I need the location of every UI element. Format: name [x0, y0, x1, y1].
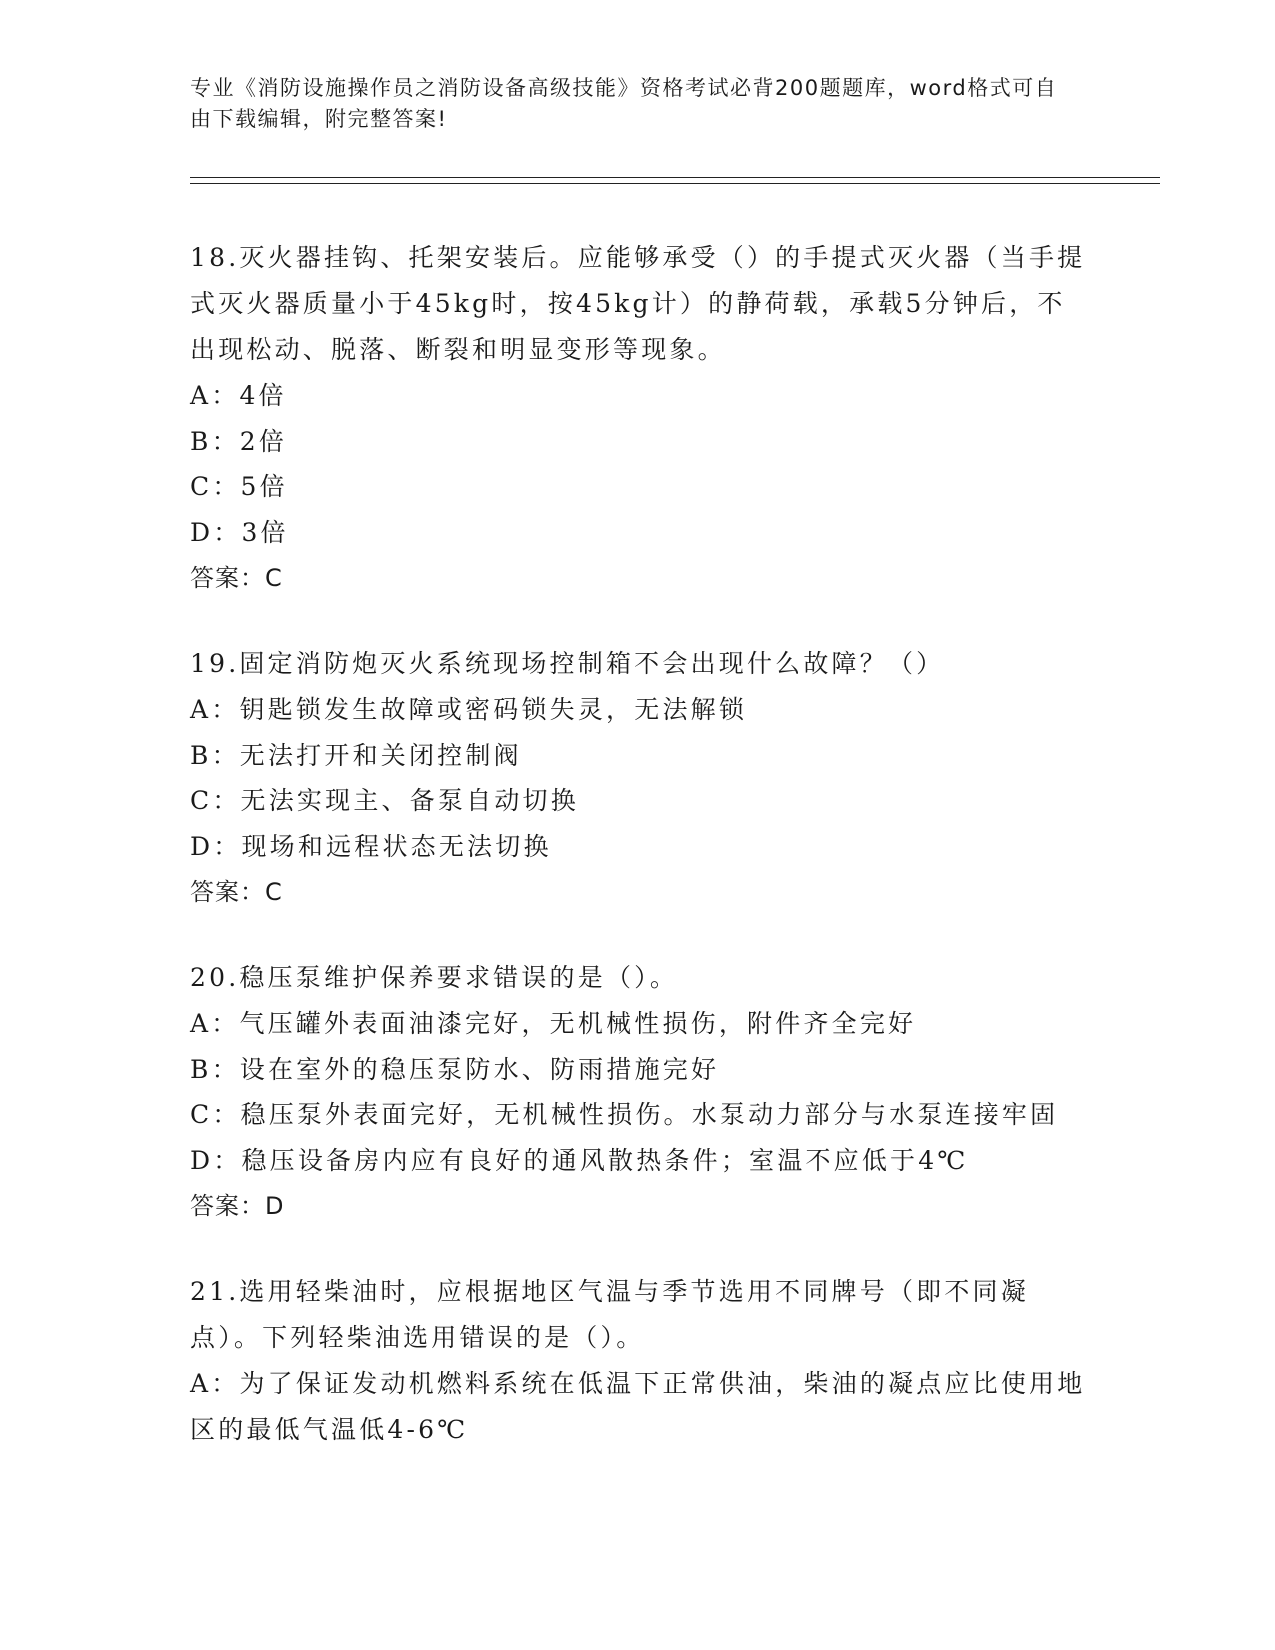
question-stem: 19.固定消防炮灭火系统现场控制箱不会出现什么故障？（）	[190, 649, 945, 678]
answer-line: 答案：D	[190, 1192, 285, 1220]
option-a: A：4倍	[190, 381, 287, 410]
header-divider-top	[190, 177, 1160, 178]
option-c: C：无法实现主、备泵自动切换	[190, 786, 579, 815]
option-a: A：为了保证发动机燃料系统在低温下正常供油，柴油的凝点应比使用地区的最低气温低4-6℃	[190, 1369, 1086, 1444]
option-c: C：稳压泵外表面完好，无机械性损伤。水泵动力部分与水泵连接牢固	[190, 1100, 1059, 1129]
question-21	[190, 1269, 1090, 1453]
question-list	[190, 235, 1090, 1493]
answer-line: 答案：C	[190, 564, 283, 592]
question-stem: 21.选用轻柴油时，应根据地区气温与季节选用不同牌号（即不同凝点）。下列轻柴油选用错误的是（）。	[190, 1277, 1029, 1352]
option-a: A：气压罐外表面油漆完好，无机械性损伤，附件齐全完好	[190, 1009, 917, 1038]
question-stem: 18.灭火器挂钩、托架安装后。应能够承受（）的手提式灭火器（当手提式灭火器质量小于45kg时，按45kg计）的静荷载，承载5分钟后，不出现松动、脱落、断裂和明显变形等现象。	[190, 243, 1086, 364]
question-20	[190, 955, 1090, 1229]
option-a: A：钥匙锁发生故障或密码锁失灵，无法解锁	[190, 695, 748, 724]
document-header: 专业《消防设施操作员之消防设备高级技能》资格考试必背200题题库，word格式可自由下载编辑，附完整答案!	[190, 76, 1058, 131]
option-b: B：无法打开和关闭控制阀	[190, 740, 522, 770]
question-18	[190, 235, 1090, 601]
option-d: D：3倍	[190, 517, 289, 547]
option-c: C：5倍	[190, 472, 288, 501]
option-b: B：2倍	[190, 426, 288, 456]
option-d: D：现场和远程状态无法切换	[190, 831, 552, 861]
question-19	[190, 641, 1090, 915]
question-stem: 20.稳压泵维护保养要求错误的是（）。	[190, 963, 679, 992]
header-divider-bottom	[190, 183, 1160, 184]
option-d: D：稳压设备房内应有良好的通风散热条件；室温不应低于4℃	[190, 1145, 969, 1175]
answer-line: 答案：C	[190, 878, 283, 906]
option-b: B：设在室外的稳压泵防水、防雨措施完好	[190, 1054, 720, 1084]
